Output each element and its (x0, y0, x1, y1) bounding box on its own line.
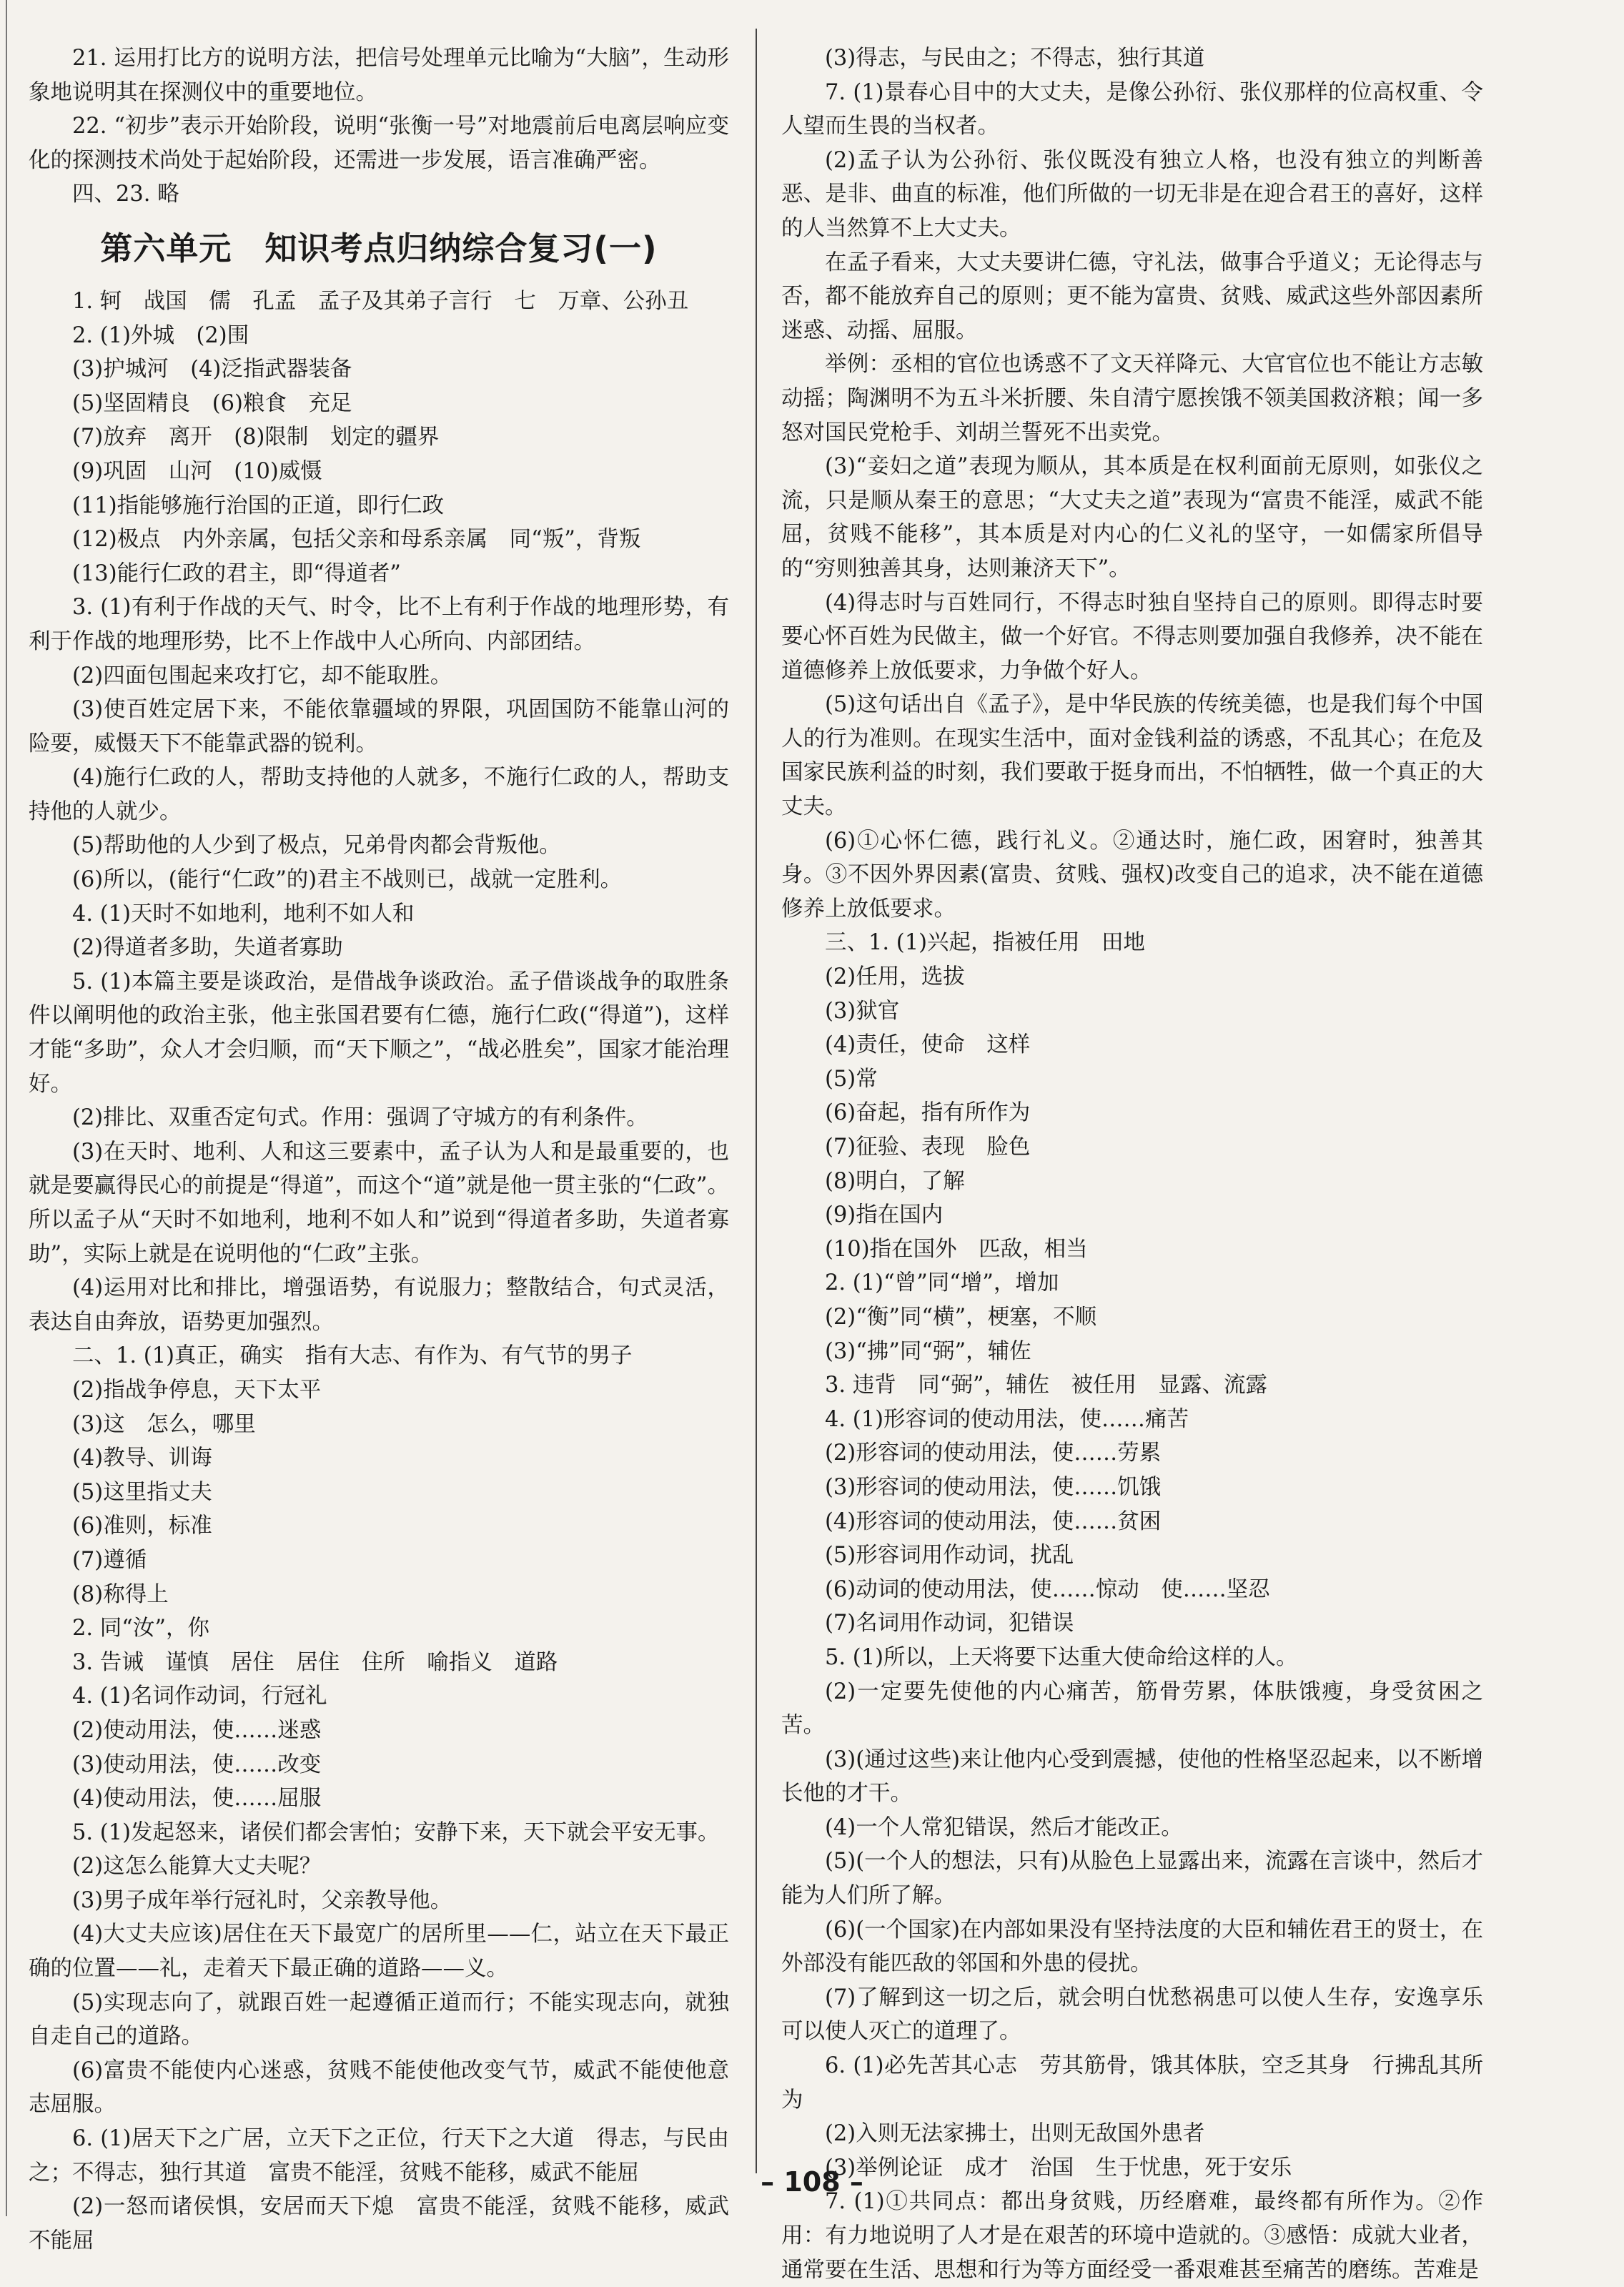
answer-line: 6. (1)必先苦其心志 劳其筋骨，饿其体肤，空乏其身 行拂乱其所为 (781, 2053, 1483, 2113)
answer-line: (2)使动用法，使……迷惑 (72, 1717, 322, 1743)
answer-line: (3)“妾妇之道”表现为顺从，其本质是在权利面前无原则，如张仪之流，只是顺从秦王的意思；“大丈夫之道”表现为“富贵不能淫，威武不能屈，贫贱不能移”，其本质是对内心的仁义礼的坚守，一如儒家所倡导的“穷则独善其身，达则兼济天下”。 (781, 454, 1483, 581)
answer-line: (6)所以，(能行“仁政”的)君主不战则已，战就一定胜利。 (72, 867, 623, 893)
answer-line: 在孟子看来，大丈夫要讲仁德，守礼法，做事合乎道义；无论得志与否，都不能放弃自己的原则；更不能为富贵、贫贱、威武这些外部因素所迷惑、动摇、屈服。 (781, 250, 1483, 343)
answer-line: (9)指在国内 (825, 1202, 944, 1228)
answer-line: (5)形容词用作动词，扰乱 (825, 1543, 1074, 1569)
answer-line: 1. 轲 战国 儒 孔孟 孟子及其弟子言行 七 万章、公孙丑 (72, 288, 689, 314)
answer-line: (2)孟子认为公孙衍、张仪既没有独立人格，也没有独立的判断善恶、是非、曲直的标准，他们所做的一切无非是在迎合君王的喜好，这样的人当然算不上大丈夫。 (781, 147, 1483, 241)
answer-line: (12)极点 内外亲属，包括父亲和母系亲属 同“叛”，背叛 (72, 527, 641, 553)
answer-line: (10)指在国外 匹敌，相当 (825, 1236, 1088, 1262)
answer-line: (7)了解到这一切之后，就会明白忧愁祸患可以使人生存，安逸享乐可以使人灭亡的道理了。 (781, 1985, 1483, 2045)
answer-line: 3. (1)有利于作战的天气、时令，比不上有利于作战的地理形势，有利于作战的地理形势，比不上作战中人心所向、内部团结。 (29, 595, 729, 654)
answer-line: 二、1. (1)真正，确实 指有大志、有作为、有气节的男子 (72, 1343, 633, 1369)
answer-line: (4)施行仁政的人，帮助支持他的人就多，不施行仁政的人，帮助支持他的人就少。 (29, 765, 729, 824)
answer-line: (2)指战争停息，天下太平 (72, 1377, 322, 1403)
answer-line: (8)称得上 (72, 1581, 169, 1607)
answer-line: (4)使动用法，使……屈服 (72, 1786, 322, 1812)
answer-line: (5)这句话出自《孟子》，是中华民族的传统美德，也是我们每个中国人的行为准则。在现实生活中，面对金钱利益的诱惑，不乱其心；在危及国家民族利益的时刻，我们要敢于挺身而出，不怕牺牲，做一个真正的大丈夫。 (781, 692, 1483, 820)
answer-line: (4)形容词的使动用法，使……贫困 (825, 1508, 1162, 1534)
answer-line: (11)指能够施行治国的正道，即行仁政 (72, 493, 445, 518)
answer-line: (3)男子成年举行冠礼时，父亲教导他。 (72, 1887, 452, 1913)
answer-line: (3)得志，与民由之；不得志，独行其道 (825, 46, 1205, 71)
answer-line: (2)形容词的使动用法，使……劳累 (825, 1441, 1162, 1466)
answer-line: 三、1. (1)兴起，指被任用 田地 (825, 930, 1145, 956)
answer-line: (7)征验、表现 脸色 (825, 1135, 1031, 1160)
answer-line: (9)巩固 山河 (10)威慑 (72, 458, 322, 484)
answer-line: 2. (1)外城 (2)围 (72, 322, 249, 348)
answer-line: 3. 告诫 谨慎 居住 居住 住所 喻指义 道路 (72, 1649, 558, 1675)
answer-line: 4. (1)名词作动词，行冠礼 (72, 1684, 327, 1709)
answer-line: 四、23. 略 (72, 182, 179, 207)
page-number: – 108 – (761, 2166, 863, 2198)
answer-line: (7)放弃 离开 (8)限制 划定的疆界 (72, 425, 440, 450)
answer-line: (5)实现志向了，就跟百姓一起遵循正道而行；不能实现志向，就独自走自己的道路。 (29, 1990, 729, 2050)
unit-heading: 第六单元 知识考点归纳综合复习(一) (100, 229, 658, 267)
answer-line: 7. (1)①共同点：都出身贫贱，历经磨难，最终都有所作为。②作用：有力地说明了人才是在艰苦的环境中造就的。③感悟：成就大业者，通常要在生活、思想和行为等方面经受一番艰难甚至痛苦的磨练。苦难是 (781, 2189, 1483, 2283)
answer-line: (3)在天时、地利、人和这三要素中，孟子认为人和是最重要的，也就是要赢得民心的前提是“得道”，而这个“道”就是他一贯主张的“仁政”。所以孟子从“天时不如地利，地利不如人和”说到“得道者多助，失道者寡助”，实际上就是在说明他的“仁政”主张。 (29, 1139, 729, 1267)
answer-line: (3)使百姓定居下来，不能依靠疆域的界限，巩固国防不能靠山河的险要，威慑天下不能靠武器的锐利。 (29, 697, 729, 756)
answer-line: (3)这 怎么，哪里 (72, 1411, 256, 1437)
answer-line: (2)得道者多助，失道者寡助 (72, 935, 343, 961)
answer-line: 21. 运用打比方的说明方法，把信号处理单元比喻为“大脑”，生动形象地说明其在探测仪中的重要地位。 (29, 46, 729, 105)
answer-line: (6)准则，标准 (72, 1513, 212, 1539)
answer-line: (5)帮助他的人少到了极点，兄弟骨肉都会背叛他。 (72, 833, 561, 859)
answer-line: 5. (1)本篇主要是谈政治，是借战争谈政治。孟子借谈战争的取胜条件以阐明他的政治主张，他主张国君要有仁德，施行仁政(“得道”)，这样才能“多助”，众人才会归顺，而“天下顺之”，“战必胜矣”，国家才能治理好。 (29, 969, 729, 1097)
answer-line: (2)排比、双重否定句式。作用：强调了守城方的有利条件。 (72, 1105, 648, 1131)
right-column (781, 41, 1483, 2287)
answer-line: 7. (1)景春心目中的大丈夫，是像公孙衍、张仪那样的位高权重、令人望而生畏的当权者。 (781, 79, 1483, 139)
answer-line: (8)明白，了解 (825, 1168, 965, 1194)
answer-line: (6)(一个国家)在内部如果没有坚持法度的大臣和辅佐君王的贤士，在外部没有能匹敌的邻国和外患的侵扰。 (781, 1917, 1483, 1977)
answer-line: (6)动词的使动用法，使……惊动 使……坚忍 (825, 1576, 1270, 1602)
answer-line: 5. (1)发起怒来，诸侯们都会害怕；安静下来，天下就会平安无事。 (72, 1819, 720, 1845)
answer-line: (2)入则无法家拂士，出则无敌国外患者 (825, 2121, 1205, 2147)
answer-line: (3)狱官 (825, 998, 900, 1024)
answer-line: (3)“拂”同“弼”，辅佐 (825, 1338, 1031, 1364)
answer-line: 4. (1)形容词的使动用法，使……痛苦 (825, 1406, 1189, 1432)
left-answers (29, 285, 729, 2258)
answer-line: (2)一怒而诸侯惧，安居而天下熄 富贵不能淫，贫贱不能移，威武不能屈 (29, 2194, 729, 2253)
answer-line: (3)举例论证 成才 治国 生于忧患，死于安乐 (825, 2155, 1292, 2180)
answer-line: (2)这怎么能算大丈夫呢？ (72, 1854, 322, 1880)
answer-line: (4)责任，使命 这样 (825, 1032, 1031, 1058)
answer-line: (2)四面包围起来攻打它，却不能取胜。 (72, 663, 452, 688)
left-column (29, 41, 729, 2258)
answer-line: 2. (1)“曾”同“增”，增加 (825, 1270, 1059, 1296)
answer-line: 2. 同“汝”，你 (72, 1616, 209, 1641)
answer-line: (6)奋起，指有所作为 (825, 1100, 1031, 1126)
answer-line: 举例：丞相的官位也诱惑不了文天祥降元、大官官位也不能让方志敏动摇；陶渊明不为五斗米折腰、朱自清宁愿挨饿不领美国救济粮；闻一多怒对国民党枪手、刘胡兰誓死不出卖党。 (781, 352, 1483, 445)
answer-line: (4)得志时与百姓同行，不得志时独自坚持自己的原则。即得志时要要心怀百姓为民做主，做一个好官。不得志则要加强自我修养，决不能在道德修养上放低要求，力争做个好人。 (781, 590, 1483, 683)
answer-line: (6)富贵不能使内心迷惑，贫贱不能使他改变气节，威武不能使他意志屈服。 (29, 2058, 729, 2118)
answer-line: (5)这里指丈夫 (72, 1479, 212, 1505)
answer-line: (3)护城河 (4)泛指武器装备 (72, 357, 352, 382)
answer-line: 22. “初步”表示开始阶段，说明“张衡一号”对地震前后电离层响应变化的探测技术尚处于起始阶段，还需进一步发展，语言准确严密。 (29, 114, 729, 173)
answer-line: (3)(通过这些)来让他内心受到震撼，使他的性格坚忍起来，以不断增长他的才干。 (781, 1747, 1483, 1807)
answer-line: (5)常 (825, 1066, 878, 1092)
answer-line: (5)坚固精良 (6)粮食 充足 (72, 390, 352, 416)
answer-line: (3)形容词的使动用法，使……饥饿 (825, 1474, 1162, 1500)
answer-line: (4)大丈夫应该)居住在天下最宽广的居所里——仁，站立在天下最正确的位置——礼，走着天下最正确的道路——义。 (29, 1922, 729, 1982)
page-edge-rule (6, 0, 7, 2216)
answer-line: 4. (1)天时不如地利，地利不如人和 (72, 901, 415, 927)
answer-line: (5)(一个人的想法，只有)从脸色上显露出来，流露在言谈中，然后才能为人们所了解。 (781, 1849, 1483, 1909)
answer-line: 5. (1)所以，上天将要下达重大使命给这样的人。 (825, 1644, 1298, 1670)
answer-line: (2)“衡”同“横”，梗塞，不顺 (825, 1304, 1097, 1330)
answer-line: (6)①心怀仁德，践行礼义。②通达时，施仁政，困窘时，独善其身。③不因外界因素(富贵、贫贱、强权)改变自己的追求，决不能在道德修养上放低要求。 (781, 828, 1483, 922)
answer-line: (4)教导、训诲 (72, 1446, 212, 1471)
answer-line: (7)遵循 (72, 1547, 147, 1573)
answer-line: (4)运用对比和排比，增强语势，有说服力；整散结合，句式灵活，表达自由奔放，语势更加强烈。 (29, 1275, 729, 1335)
answer-line: (4)一个人常犯错误，然后才能改正。 (825, 1814, 1183, 1840)
answer-line: (2)任用，选拔 (825, 964, 965, 990)
answer-line: (2)一定要先使他的内心痛苦，筋骨劳累，体肤饿瘦，身受贫困之苦。 (781, 1679, 1483, 1739)
answer-line: (7)名词用作动词，犯错误 (825, 1611, 1074, 1636)
left-top-answers (29, 41, 729, 212)
answer-line: (13)能行仁政的君主，即“得道者” (72, 560, 401, 586)
answer-line: (3)使动用法，使……改变 (72, 1752, 322, 1777)
answer-line: 6. (1)居天下之广居，立天下之正位，行天下之大道 得志，与民由之；不得志，独行其道 富贵不能淫，贫贱不能移，威武不能屈 (29, 2126, 729, 2185)
column-divider (756, 29, 757, 2173)
answer-line: 3. 违背 同“弼”，辅佐 被任用 显露、流露 (825, 1373, 1267, 1398)
